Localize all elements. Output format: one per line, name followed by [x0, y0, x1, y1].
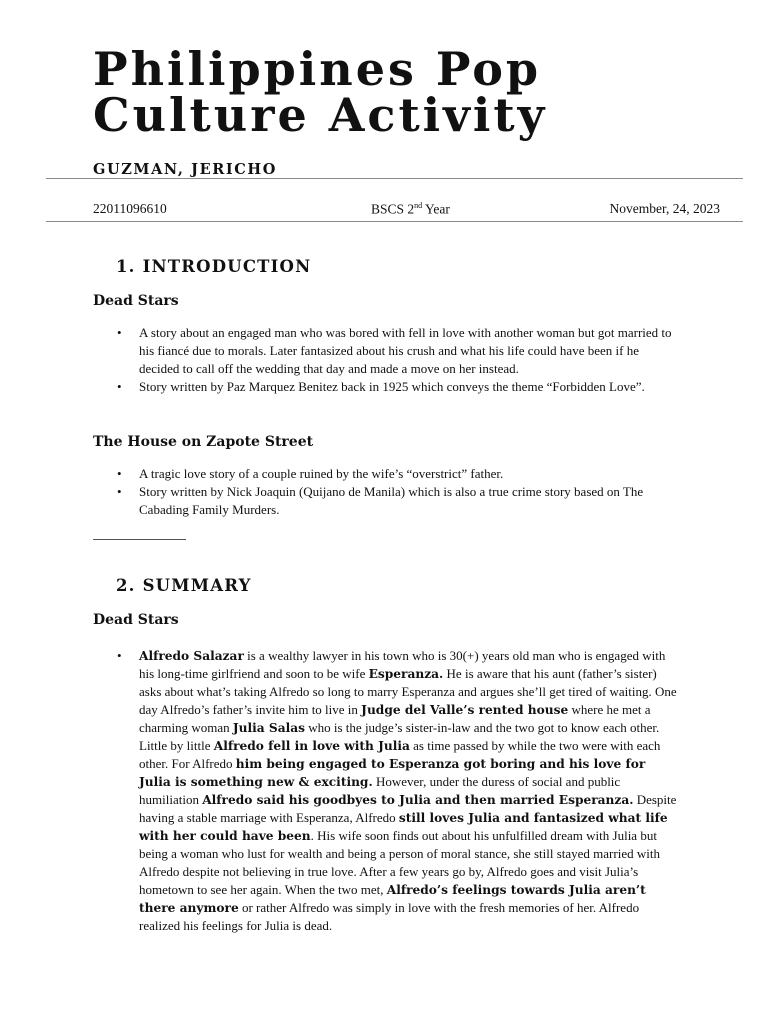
subsection-title-house-on-zapote: The House on Zapote Street [93, 434, 314, 450]
program-suffix: Year [422, 201, 450, 217]
text-run: who is the judge’s sister-in-law and the two got to know each other. Little by little [139, 720, 660, 753]
header-divider-top [46, 178, 743, 179]
bold-text: Judge del Valle’s rented house [361, 703, 569, 717]
subsection-title-dead-stars-summary: Dead Stars [93, 612, 179, 628]
section-separator [93, 539, 186, 540]
text-run: as time passed by while the two were with each other. For Alfredo [139, 738, 661, 771]
list-item [139, 465, 679, 483]
text-run: He is aware that his aunt (father’s sister) asks about what’s taking Alfredo so long to marry Esperanza and argues she’ll get tired of waiting. One day Alfredo’s father’s invite him to live in [139, 666, 677, 717]
title-line-1: Philippines Pop [93, 42, 542, 96]
document-date: November, 24, 2023 [609, 201, 720, 216]
bold-text: Alfredo fell in love with Julia [213, 739, 410, 753]
student-id: 22011096610 [93, 201, 167, 216]
bold-text: Alfredo’s feelings towards Julia aren’t there anymore [139, 883, 646, 915]
bullet-list-dead-stars-intro [139, 324, 679, 396]
bold-text: Alfredo Salazar [139, 649, 244, 663]
bold-text: Julia Salas [232, 721, 305, 735]
subsection-title-dead-stars-intro: Dead Stars [93, 293, 179, 309]
list-item [139, 324, 679, 378]
header-divider-bottom [46, 221, 743, 222]
bold-text: still loves Julia and fantasized what life with her could have been [139, 811, 668, 843]
text-run: A story about an engaged man who was bored with fell in love with another woman but got married to his fiancé due to morals. Later fantasized about his crush and what his life could have been if he decided to call off the wedding that day and made a move on her instead. [139, 325, 672, 376]
bold-text: Esperanza. [368, 667, 444, 681]
program-prefix: BSCS 2 [371, 201, 415, 217]
text-run: A tragic love story of a couple ruined by the wife’s “overstrict” father. [139, 466, 504, 481]
text-run: However, under the duress of social and public humiliation [139, 774, 621, 807]
section-heading-introduction: 1. INTRODUCTION [116, 257, 312, 276]
program-ordinal: nd [414, 201, 423, 210]
document-title [93, 42, 548, 142]
text-run: or rather Alfredo was simply in love with the fresh memories of her. Alfredo realized his feelings for Julia is dead. [139, 900, 640, 933]
bullet-list-house-on-zapote [139, 465, 679, 519]
text-run: Story written by Nick Joaquin (Quijano de Manila) which is also a true crime story based on The Cabading Family Murders. [139, 484, 644, 517]
text-run: Story written by Paz Marquez Benitez back in 1925 which conveys the theme “Forbidden Love”. [139, 379, 645, 394]
bold-text: him being engaged to Esperanza got boring and his love for Julia is something new & exciting. [139, 757, 646, 789]
text-run: . His wife soon finds out about his unfulfilled dream with Julia but being a woman who lust for wealth and being a person of moral stance, she still stayed married with Alfredo despite not believing in true love. After a few years go by, Alfredo goes and visit Julia’s hometown to see her again. When the two met, [139, 828, 660, 897]
bullet-list-dead-stars-summary [139, 647, 679, 935]
text-run: is a wealthy lawyer in his town who is 30(+) years old man who is engaged with his long-time girlfriend and soon to be wife [139, 648, 666, 681]
author-name: GUZMAN, JERICHO [93, 161, 277, 178]
text-run: Despite having a stable marriage with Esperanza, Alfredo [139, 792, 677, 825]
text-run: where he met a charming woman [139, 702, 651, 735]
section-heading-summary: 2. SUMMARY [116, 576, 252, 595]
list-item [139, 647, 679, 935]
program-year [371, 201, 450, 218]
list-item [139, 378, 679, 396]
bold-text: Alfredo said his goodbyes to Julia and then married Esperanza. [202, 793, 634, 807]
list-item [139, 483, 679, 519]
title-line-2: Culture Activity [93, 88, 548, 142]
